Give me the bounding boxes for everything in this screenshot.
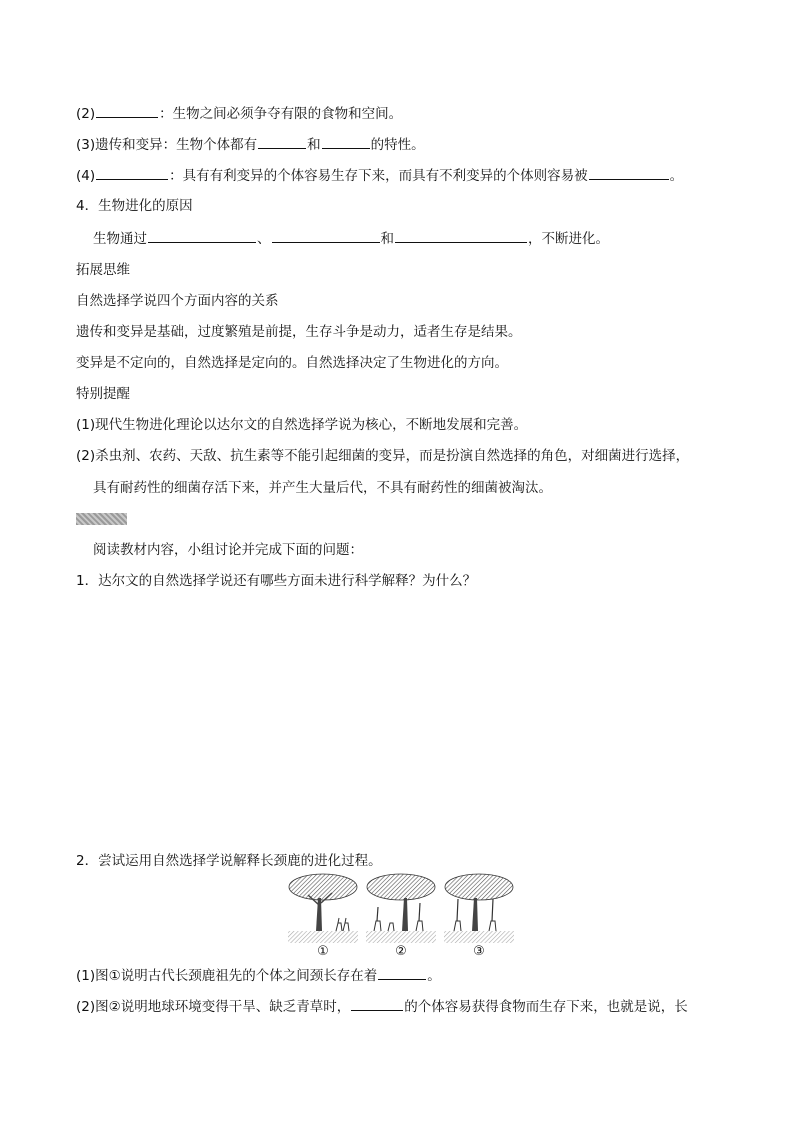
giraffe-selection-image bbox=[366, 873, 436, 943]
fill-blank[interactable] bbox=[96, 104, 158, 118]
item-prefix: (4) bbox=[76, 168, 96, 184]
evolution-cause-line bbox=[93, 229, 609, 248]
fill-blank[interactable] bbox=[272, 229, 380, 243]
item-suffix: 。 bbox=[427, 968, 441, 984]
item-prefix: (2)图②说明地球环境变得干旱、缺乏青草时， bbox=[76, 999, 351, 1015]
question-3-line bbox=[76, 135, 425, 154]
item-suffix: ，不断进化。 bbox=[528, 231, 609, 247]
discussion-question-2: 2．尝试运用自然选择学说解释长颈鹿的进化过程。 bbox=[76, 853, 382, 869]
figure-label-2: ② bbox=[395, 944, 407, 959]
giraffe-ancestors-image bbox=[288, 873, 358, 943]
discussion-intro: 阅读教材内容，小组讨论并完成下面的问题： bbox=[93, 542, 363, 558]
question-4-line bbox=[76, 166, 683, 185]
item-text: ：生物之间必须争夺有限的食物和空间。 bbox=[159, 106, 403, 122]
giraffe-long-neck-image bbox=[444, 873, 514, 943]
reminder-heading: 特别提醒 bbox=[76, 386, 130, 402]
reminder-item-2-cont: 具有耐药性的细菌存活下来，并产生大量后代，不具有耐药性的细菌被淘汰。 bbox=[93, 480, 552, 496]
item-suffix: 。 bbox=[669, 168, 684, 184]
item-prefix: (3)遗传和变异：生物个体都有 bbox=[76, 137, 258, 153]
item-prefix: (2) bbox=[76, 106, 96, 122]
item-prefix: (1)图①说明古代长颈鹿祖先的个体之间颈长存在着 bbox=[76, 968, 378, 984]
sub-question-2 bbox=[76, 997, 688, 1016]
direction-text: 变异是不定向的，自然选择是定向的。自然选择决定了生物进化的方向。 bbox=[76, 355, 508, 371]
fill-blank[interactable] bbox=[258, 135, 306, 149]
fill-blank[interactable] bbox=[351, 997, 403, 1011]
figure-label-1: ① bbox=[317, 944, 329, 959]
item-connector: 和 bbox=[380, 231, 394, 247]
question-2-line bbox=[76, 104, 402, 123]
discussion-question-1: 1．达尔文的自然选择学说还有哪些方面未进行科学解释？为什么？ bbox=[76, 573, 477, 589]
extension-heading: 拓展思维 bbox=[76, 262, 130, 278]
item-connector: 、 bbox=[257, 231, 271, 247]
reminder-item-1: (1)现代生物进化理论以达尔文的自然选择学说为核心，不断地发展和完善。 bbox=[76, 417, 528, 433]
fill-blank[interactable] bbox=[395, 229, 527, 243]
relation-title: 自然选择学说四个方面内容的关系 bbox=[76, 293, 279, 309]
relation-text: 遗传和变异是基础，过度繁殖是前提，生存斗争是动力，适者生存是结果。 bbox=[76, 324, 522, 340]
item-prefix: 生物通过 bbox=[93, 231, 147, 247]
fill-blank[interactable] bbox=[322, 135, 370, 149]
figure-label-3: ③ bbox=[473, 944, 485, 959]
section-heading: 4．生物进化的原因 bbox=[76, 198, 193, 214]
sub-question-1 bbox=[76, 966, 441, 985]
fill-blank[interactable] bbox=[589, 166, 669, 180]
section-badge-icon bbox=[76, 513, 127, 525]
item-suffix: 的特性。 bbox=[370, 137, 425, 153]
reminder-item-2: (2)杀虫剂、农药、天敌、抗生素等不能引起细菌的变异，而是扮演自然选择的角色，对细菌进行选择， bbox=[76, 448, 690, 464]
item-text: ：具有有利变异的个体容易生存下来，而具有不利变异的个体则容易被 bbox=[169, 168, 588, 184]
giraffe-evolution-figure bbox=[288, 873, 516, 959]
item-suffix: 的个体容易获得食物而生存下来，也就是说，长 bbox=[404, 999, 688, 1015]
fill-blank[interactable] bbox=[378, 966, 426, 980]
item-connector: 和 bbox=[307, 137, 321, 153]
fill-blank[interactable] bbox=[148, 229, 256, 243]
fill-blank[interactable] bbox=[96, 166, 168, 180]
